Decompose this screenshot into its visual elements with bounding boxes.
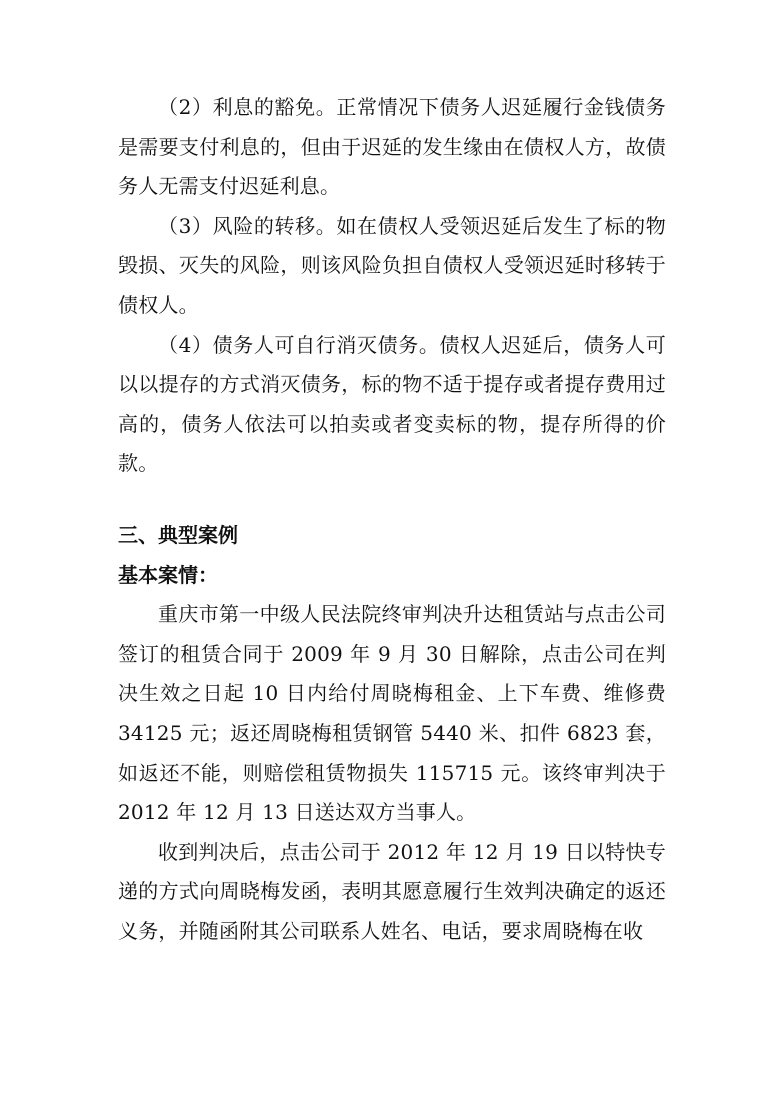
document-page (118, 88, 666, 951)
paragraph-interest-exemption: （2）利息的豁免。正常情况下债务人迟延履行金钱债务是需要支付利息的，但由于迟延的发生缘由在债权人方，故债务人无需支付迟延利息。 (118, 95, 666, 199)
paragraph-case-facts: 重庆市第一中级人民法院终审判决升达租赁站与点击公司签订的租赁合同于 2009 年 9 月 30 日解除，点击公司在判决生效之日起 10 日内给付周晓梅租金、上下车费、维修费 34125 元；返还周晓梅租赁钢管 5440 米、扣件 6823 套，如返还不能，则赔偿租赁物损失 115715 元。该终审判决于 2012 年 12 月 13 日送达双方当事人。 (118, 602, 666, 825)
section-title: 三、典型案例 (118, 522, 238, 547)
paragraph-case-followup: 收到判决后，点击公司于 2012 年 12 月 19 日以特快专递的方式向周晓梅发函，表明其愿意履行生效判决确定的返还义务，并随函附其公司联系人姓名、电话，要求周晓梅在收 (118, 839, 666, 943)
sub-title: 基本案情： (118, 562, 218, 587)
paragraph-risk-transfer: （3）风险的转移。如在债权人受领迟延后发生了标的物毁损、灭失的风险，则该风险负担自债权人受领迟延时移转于债权人。 (118, 213, 666, 317)
paragraph-debt-extinction: （4）债务人可自行消灭债务。债权人迟延后，债务人可以以提存的方式消灭债务，标的物不适于提存或者提存费用过高的，债务人依法可以拍卖或者变卖标的物，提存所得的价款。 (118, 332, 666, 476)
